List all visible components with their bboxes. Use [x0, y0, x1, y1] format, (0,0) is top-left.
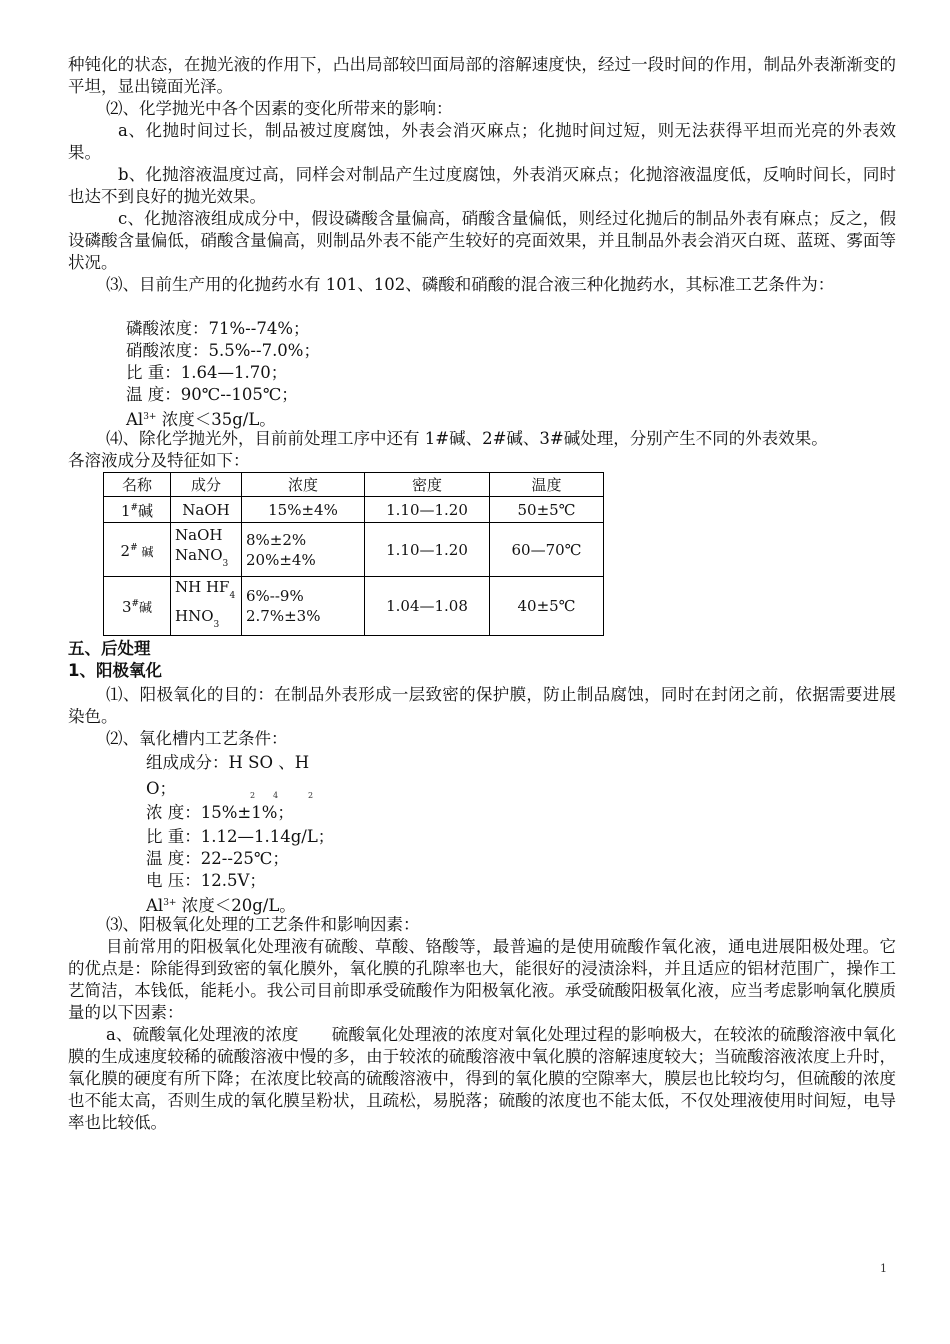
hash: # — [130, 542, 138, 553]
al-charge: 3+ — [163, 898, 177, 908]
label: 浓 度 — [146, 803, 185, 822]
p2b-paragraph: b、化抛溶液温度过高，同样会对制品产生过度腐蚀，外表消灭麻点；化抛溶液温度低，反响时间长，同时也达不到良好的抛光效果。 — [68, 165, 896, 206]
p3-cond-nitric: 硝酸浓度：5.5%--7.0%； — [126, 341, 320, 360]
subscript-h2so4-o: 4 — [273, 791, 279, 800]
col-comp-header: 成分 — [171, 473, 242, 497]
comp-line-2 — [175, 545, 237, 574]
table-header-row — [104, 473, 604, 497]
label: 电 压 — [146, 871, 185, 890]
p3-cond-gravity — [126, 362, 287, 384]
row3-temp: 40±5℃ — [490, 577, 604, 636]
formula: HNO — [175, 607, 214, 625]
p2a-paragraph: a、化抛时间过长，制品被过度腐蚀，外表会消灭麻点；化抛时间过短，则无法获得平坦而光亮的外表效果。 — [68, 121, 896, 162]
col-name-header: 名称 — [104, 473, 171, 497]
page-number: 1 — [880, 1262, 887, 1275]
row1-name — [104, 497, 171, 523]
an1-paragraph: ⑴、阳极氧化的目的：在制品外表形成一层致密的保护膜，防止制品腐蚀，同时在封闭之前，依据需要进展染色。 — [68, 685, 896, 726]
an2-composition: 组成成分：H SO 、H — [146, 753, 310, 772]
text: 碱 — [138, 502, 154, 520]
subscript-h2so4-h: 2 — [250, 791, 256, 800]
an2-gravity — [146, 826, 334, 848]
value: ：1.64—1.70； — [164, 363, 288, 382]
p3-cond-temperature — [126, 384, 298, 406]
conc-line-2: 20%±4% — [246, 550, 316, 569]
value: 浓度＜20g/L。 — [176, 896, 296, 915]
text: 碱 — [137, 544, 154, 559]
row2-conc — [242, 523, 365, 577]
row1-density: 1.10—1.20 — [365, 497, 490, 523]
row1-conc: 15%±4% — [242, 497, 365, 523]
al-symbol: Al — [146, 896, 164, 915]
conc-line-2: 2.7%±3% — [246, 607, 321, 625]
an3-title: ⑶、阳极氧化处理的工艺条件和影响因素： — [106, 915, 420, 934]
table-row — [104, 523, 604, 577]
section-5-heading: 五、后处理 — [68, 639, 151, 658]
hash: # — [130, 503, 139, 513]
an2-concentration — [146, 802, 294, 824]
al-charge: 3+ — [143, 412, 157, 422]
conc-line-1: 6%--9% — [246, 587, 304, 605]
al-symbol: Al — [126, 410, 144, 429]
subscript: 4 — [229, 591, 236, 601]
an3-body: 目前常用的阳极氧化处理液有硫酸、草酸、铬酸等，最普遍的是使用硫酸作氧化液，通电进展阳极处理。它的优点是：除能得到致密的氧化膜外，氧化膜的孔隙率也大，能很好的浸渍涂料，并且适应的铝材范围广，操作工艺简洁，本钱低，能耗小。我公司目前即承受硫酸作为阳极氧化液。承受硫酸阳极氧化液，应当考虑影响氧化膜质量的以下因素： — [68, 937, 896, 1022]
row1-temp: 50±5℃ — [490, 497, 604, 523]
col-density-header: 密度 — [365, 473, 490, 497]
value: ：1.12—1.14g/L； — [184, 827, 335, 846]
row3-comp — [171, 577, 242, 636]
comp-line-2 — [175, 606, 237, 635]
row2-name — [104, 523, 171, 577]
row2-temp: 60—70℃ — [490, 523, 604, 577]
row3-name — [104, 577, 171, 636]
text: 碱 — [139, 600, 153, 616]
value: ：12.5V； — [184, 871, 266, 890]
row1-comp: NaOH — [171, 497, 242, 523]
value: ：22--25℃； — [184, 849, 289, 868]
num: 3 — [121, 597, 132, 616]
value: ：15%±1%； — [184, 803, 294, 822]
comp-line-1 — [175, 577, 237, 606]
formula: NaNO — [175, 546, 223, 564]
formula: NH HF — [175, 578, 230, 596]
num: 1 — [120, 502, 131, 520]
solution-table — [103, 472, 604, 636]
p4-paragraph: ⑷、除化学抛光外，目前前处理工序中还有 1#碱、2#碱、3#碱处理，分别产生不同的外表效果。 — [106, 429, 828, 448]
p2-title: ⑵、化学抛光中各个因素的变化所带来的影响： — [106, 99, 453, 118]
an2-temperature — [146, 848, 289, 870]
value: ：90℃--105℃； — [164, 385, 298, 404]
an3a-paragraph: a、硫酸氧化处理液的浓度 硫酸氧化处理液的浓度对氧化处理过程的影响极大，在较浓的硫酸溶液中氧化膜的生成速度较稀的硫酸溶液中慢的多，由于较浓的硫酸溶液中氧化膜的溶解速度较大；当硫酸溶液浓度上升时，氧化膜的硬度有所下降；在浓度比较高的硫酸溶液中，得到的氧化膜的空隙率大，膜层也比较均匀，但硫酸的浓度也不能太高，否则生成的氧化膜呈粉状，且疏松，易脱落；硫酸的浓度也不能太低，不仅处理液使用时间短，电导率也比较低。 — [68, 1025, 896, 1132]
an2-title: ⑵、氧化槽内工艺条件： — [106, 729, 288, 748]
row3-density: 1.04—1.08 — [365, 577, 490, 636]
p3-paragraph: ⑶、目前生产用的化抛药水有 101、102、磷酸和硝酸的混合液三种化抛药水，其标准工艺条件为： — [106, 275, 835, 294]
subscript: 3 — [213, 620, 220, 630]
col-temp-header: 温度 — [490, 473, 604, 497]
label: 温 度 — [146, 849, 185, 868]
intro-paragraph: 种钝化的状态，在抛光液的作用下，凸出局部较凹面局部的溶解速度快，经过一段时间的作用，制品外表渐渐变的平坦，显出镜面光泽。 — [68, 55, 896, 96]
col-conc-header: 浓度 — [242, 473, 365, 497]
value: 浓度＜35g/L。 — [156, 410, 276, 429]
label: 比 重 — [146, 827, 185, 846]
row2-density: 1.10—1.20 — [365, 523, 490, 577]
subscript-h2o: 2 — [308, 791, 314, 800]
section-5-1-heading: 1、阳极氧化 — [68, 661, 162, 680]
row2-comp — [171, 523, 242, 577]
p3-cond-phosphoric: 磷酸浓度：71%--74%； — [126, 319, 310, 338]
comp-line-1: NaOH — [175, 526, 223, 544]
table-row — [104, 497, 604, 523]
p4-tail: 各溶液成分及特征如下： — [68, 451, 250, 470]
num: 2 — [120, 541, 131, 560]
an2-voltage — [146, 870, 266, 892]
row3-conc — [242, 577, 365, 636]
an2-composition-tail: O； — [146, 779, 177, 798]
p2c-paragraph: c、化抛溶液组成成分中，假设磷酸含量偏高，硝酸含量偏低，则经过化抛后的制品外表有麻点；反之，假设磷酸含量偏低，硝酸含量偏高，则制品外表不能产生较好的亮面效果，并且制品外表会消灭白斑、蓝斑、雾面等状况。 — [68, 209, 896, 272]
label: 温 度 — [126, 385, 165, 404]
hash: # — [131, 598, 140, 609]
label: 比 重 — [126, 363, 165, 382]
conc-line-1: 8%±2% — [246, 530, 307, 549]
subscript: 3 — [222, 559, 229, 569]
table-row — [104, 577, 604, 636]
